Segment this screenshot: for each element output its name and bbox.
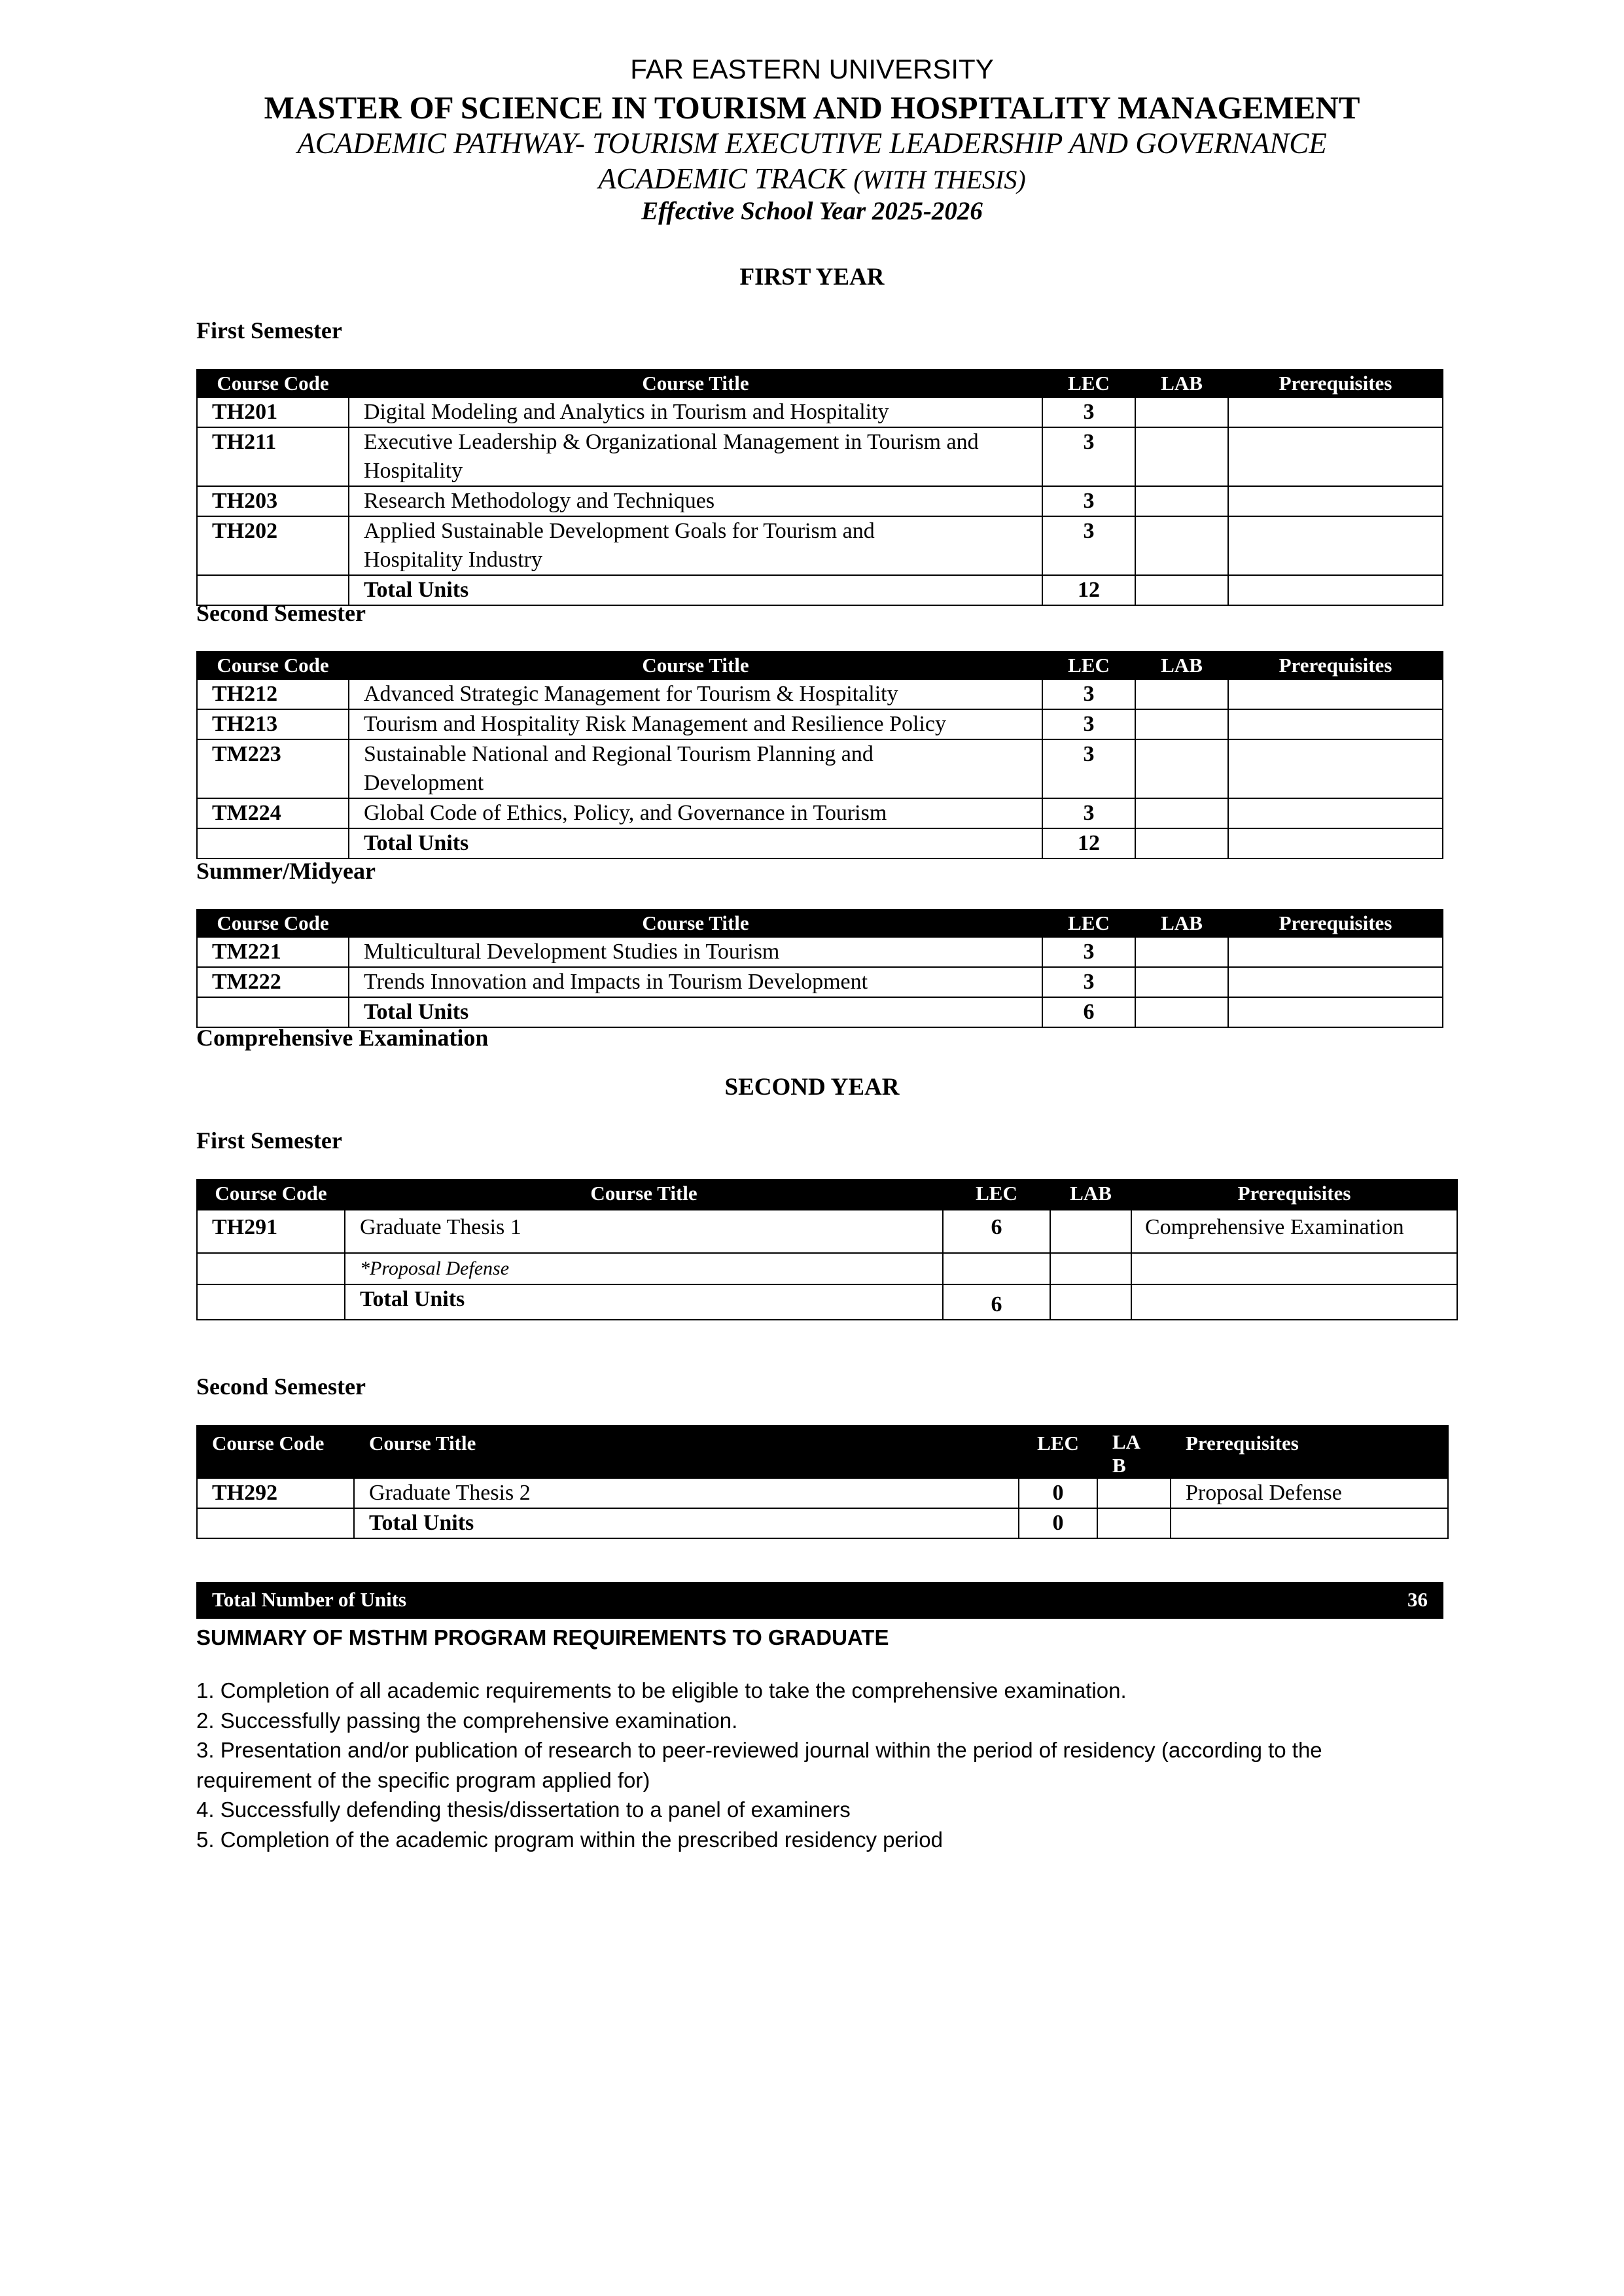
course-lec: 6: [943, 1210, 1050, 1253]
y1-sem2-label: Second Semester: [196, 600, 366, 626]
grand-total-value: 36: [1407, 1588, 1428, 1611]
course-lab: [1097, 1478, 1171, 1508]
total-row: [197, 575, 1443, 605]
comprehensive-exam-label: Comprehensive Examination: [196, 1025, 489, 1051]
col-header-code: Course Code: [197, 910, 349, 937]
total-units-label: Total Units: [354, 1508, 1019, 1538]
course-prereq: [1228, 397, 1443, 427]
col-header-lab-line1: LA: [1112, 1430, 1141, 1453]
course-code: TH201: [197, 397, 349, 427]
course-title: Advanced Strategic Management for Tourism & Hospitality: [349, 679, 1042, 709]
university-name: FAR EASTERN UNIVERSITY: [630, 54, 994, 84]
col-header-code: Course Code: [197, 1426, 354, 1478]
col-header-lab-line2: B: [1112, 1454, 1126, 1477]
course-lab: [1135, 427, 1228, 486]
second-year-heading: SECOND YEAR: [724, 1074, 900, 1101]
y1-summer-table: [196, 909, 1443, 1028]
first-year-heading: FIRST YEAR: [739, 264, 885, 291]
course-lab: [1135, 967, 1228, 997]
course-lab: [1135, 739, 1228, 798]
col-header-lab: [1097, 1426, 1171, 1478]
course-prereq: [1228, 967, 1443, 997]
table-row: [197, 709, 1443, 739]
course-lec: 3: [1042, 967, 1135, 997]
col-header-lab: LAB: [1050, 1180, 1131, 1210]
course-lec: 3: [1042, 397, 1135, 427]
course-lec: 3: [1042, 486, 1135, 516]
col-header-prereq: Prerequisites: [1228, 910, 1443, 937]
course-code: TH212: [197, 679, 349, 709]
col-header-lec: LEC: [1042, 652, 1135, 679]
y2-sem2-table: [196, 1425, 1449, 1539]
effective-year: Effective School Year 2025-2026: [641, 197, 983, 225]
table-row: [197, 1478, 1448, 1508]
program-title: MASTER OF SCIENCE IN TOURISM AND HOSPITALITY MANAGEMENT: [264, 90, 1360, 126]
course-title: Global Code of Ethics, Policy, and Governance in Tourism: [349, 798, 1042, 828]
y1-sem1-table: [196, 369, 1443, 606]
course-title: Sustainable National and Regional Tourism Planning and Development: [349, 739, 1042, 798]
course-prereq: [1228, 739, 1443, 798]
course-lab: [1135, 397, 1228, 427]
total-units-label: Total Units: [349, 997, 1042, 1027]
course-code: TH292: [197, 1478, 354, 1508]
col-header-code: Course Code: [197, 370, 349, 397]
course-code: TH202: [197, 516, 349, 575]
course-title: Trends Innovation and Impacts in Tourism Development: [349, 967, 1042, 997]
course-prereq: [1228, 486, 1443, 516]
grand-total-label: Total Number of Units: [212, 1588, 407, 1611]
course-code: TM223: [197, 739, 349, 798]
y2-sem2-label: Second Semester: [196, 1373, 366, 1400]
y2-sem1-label: First Semester: [196, 1127, 342, 1154]
course-code: TH211: [197, 427, 349, 486]
course-title: Digital Modeling and Analytics in Tourism and Hospitality: [349, 397, 1042, 427]
table-row: [197, 427, 1443, 486]
course-lec: 3: [1042, 739, 1135, 798]
table-row: [197, 1210, 1457, 1253]
col-header-lec: LEC: [1042, 370, 1135, 397]
col-header-lec: LEC: [1042, 910, 1135, 937]
requirement-item: 2. Successfully passing the comprehensive examination.: [196, 1708, 738, 1733]
course-title: Graduate Thesis 2: [354, 1478, 1019, 1508]
table-row: [197, 486, 1443, 516]
total-row: [197, 1284, 1457, 1320]
total-row: [197, 828, 1443, 858]
total-units-value: 6: [943, 1284, 1050, 1320]
y1-sem2-table: [196, 651, 1443, 859]
course-lab: [1050, 1210, 1131, 1253]
course-title: Tourism and Hospitality Risk Management and Resilience Policy: [349, 709, 1042, 739]
requirement-item: 1. Completion of all academic requirements to be eligible to take the comprehensive examination.: [196, 1678, 1127, 1703]
table-row: [197, 739, 1443, 798]
course-title: Executive Leadership & Organizational Management in Tourism and Hospitality: [349, 427, 1042, 486]
course-lab: [1135, 798, 1228, 828]
course-code: TH213: [197, 709, 349, 739]
table-row: [197, 967, 1443, 997]
course-prereq: Comprehensive Examination: [1131, 1210, 1457, 1253]
academic-pathway: ACADEMIC PATHWAY- TOURISM EXECUTIVE LEADERSHIP AND GOVERNANCE: [297, 127, 1327, 160]
grand-total-bar: [196, 1582, 1443, 1619]
course-lab: [1135, 937, 1228, 967]
course-lab: [1135, 709, 1228, 739]
total-units-value: 12: [1042, 828, 1135, 858]
requirement-item: 5. Completion of the academic program within the prescribed residency period: [196, 1828, 943, 1852]
note-row: [197, 1253, 1457, 1284]
requirement-item: 4. Successfully defending thesis/dissertation to a panel of examiners: [196, 1797, 851, 1822]
course-lec: 3: [1042, 709, 1135, 739]
col-header-lab: LAB: [1135, 370, 1228, 397]
total-units-label: Total Units: [345, 1284, 943, 1320]
total-units-value: 6: [1042, 997, 1135, 1027]
col-header-code: Course Code: [197, 652, 349, 679]
col-header-title: Course Title: [354, 1426, 1019, 1478]
col-header-code: Course Code: [197, 1180, 345, 1210]
total-units-value: 12: [1042, 575, 1135, 605]
course-lab: [1135, 679, 1228, 709]
col-header-prereq: Prerequisites: [1228, 652, 1443, 679]
course-lec: 3: [1042, 427, 1135, 486]
course-lec: 3: [1042, 937, 1135, 967]
table-row: [197, 397, 1443, 427]
requirement-item: 3. Presentation and/or publication of research to peer-reviewed journal within the period of residency (according to the: [196, 1738, 1322, 1762]
table-row: [197, 516, 1443, 575]
course-lec: 3: [1042, 798, 1135, 828]
table-row: [197, 679, 1443, 709]
course-lec: 3: [1042, 679, 1135, 709]
course-title: Research Methodology and Techniques: [349, 486, 1042, 516]
course-lec: 3: [1042, 516, 1135, 575]
course-code: TH203: [197, 486, 349, 516]
course-prereq: [1228, 798, 1443, 828]
y2-sem1-table: [196, 1179, 1458, 1320]
course-title: Applied Sustainable Development Goals for Tourism and Hospitality Industry: [349, 516, 1042, 575]
academic-track-sub: (WITH THESIS): [853, 165, 1026, 194]
col-header-title: Course Title: [349, 910, 1042, 937]
col-header-lab: LAB: [1135, 910, 1228, 937]
table-row: [197, 937, 1443, 967]
col-header-prereq: Prerequisites: [1228, 370, 1443, 397]
col-header-title: Course Title: [349, 370, 1042, 397]
col-header-prereq: Prerequisites: [1131, 1180, 1457, 1210]
total-units-label: Total Units: [349, 575, 1042, 605]
course-prereq: [1228, 937, 1443, 967]
course-lab: [1135, 516, 1228, 575]
col-header-title: Course Title: [349, 652, 1042, 679]
course-code: TM224: [197, 798, 349, 828]
academic-track-main: ACADEMIC TRACK: [598, 162, 847, 195]
col-header-lec: LEC: [1019, 1426, 1097, 1478]
course-title: Multicultural Development Studies in Tourism: [349, 937, 1042, 967]
proposal-defense-note: *Proposal Defense: [345, 1253, 943, 1284]
y1-sem1-label: First Semester: [196, 317, 342, 344]
course-prereq: [1228, 427, 1443, 486]
course-code: TM221: [197, 937, 349, 967]
y1-summer-label: Summer/Midyear: [196, 858, 376, 884]
total-units-label: Total Units: [349, 828, 1042, 858]
total-units-value: 0: [1019, 1508, 1097, 1538]
course-prereq: Proposal Defense: [1171, 1478, 1448, 1508]
table-row: [197, 798, 1443, 828]
requirement-item-continued: requirement of the specific program applied for): [196, 1768, 650, 1792]
course-code: TM222: [197, 967, 349, 997]
col-header-prereq: Prerequisites: [1171, 1426, 1448, 1478]
col-header-title: Course Title: [345, 1180, 943, 1210]
col-header-lec: LEC: [943, 1180, 1050, 1210]
total-row: [197, 1508, 1448, 1538]
academic-track: [0, 161, 1624, 198]
course-lec: 0: [1019, 1478, 1097, 1508]
col-header-lab: LAB: [1135, 652, 1228, 679]
course-code: TH291: [197, 1210, 345, 1253]
course-prereq: [1228, 516, 1443, 575]
course-prereq: [1228, 679, 1443, 709]
course-lab: [1135, 486, 1228, 516]
summary-title: SUMMARY OF MSTHM PROGRAM REQUIREMENTS TO GRADUATE: [196, 1625, 889, 1650]
course-title: Graduate Thesis 1: [345, 1210, 943, 1253]
course-prereq: [1228, 709, 1443, 739]
